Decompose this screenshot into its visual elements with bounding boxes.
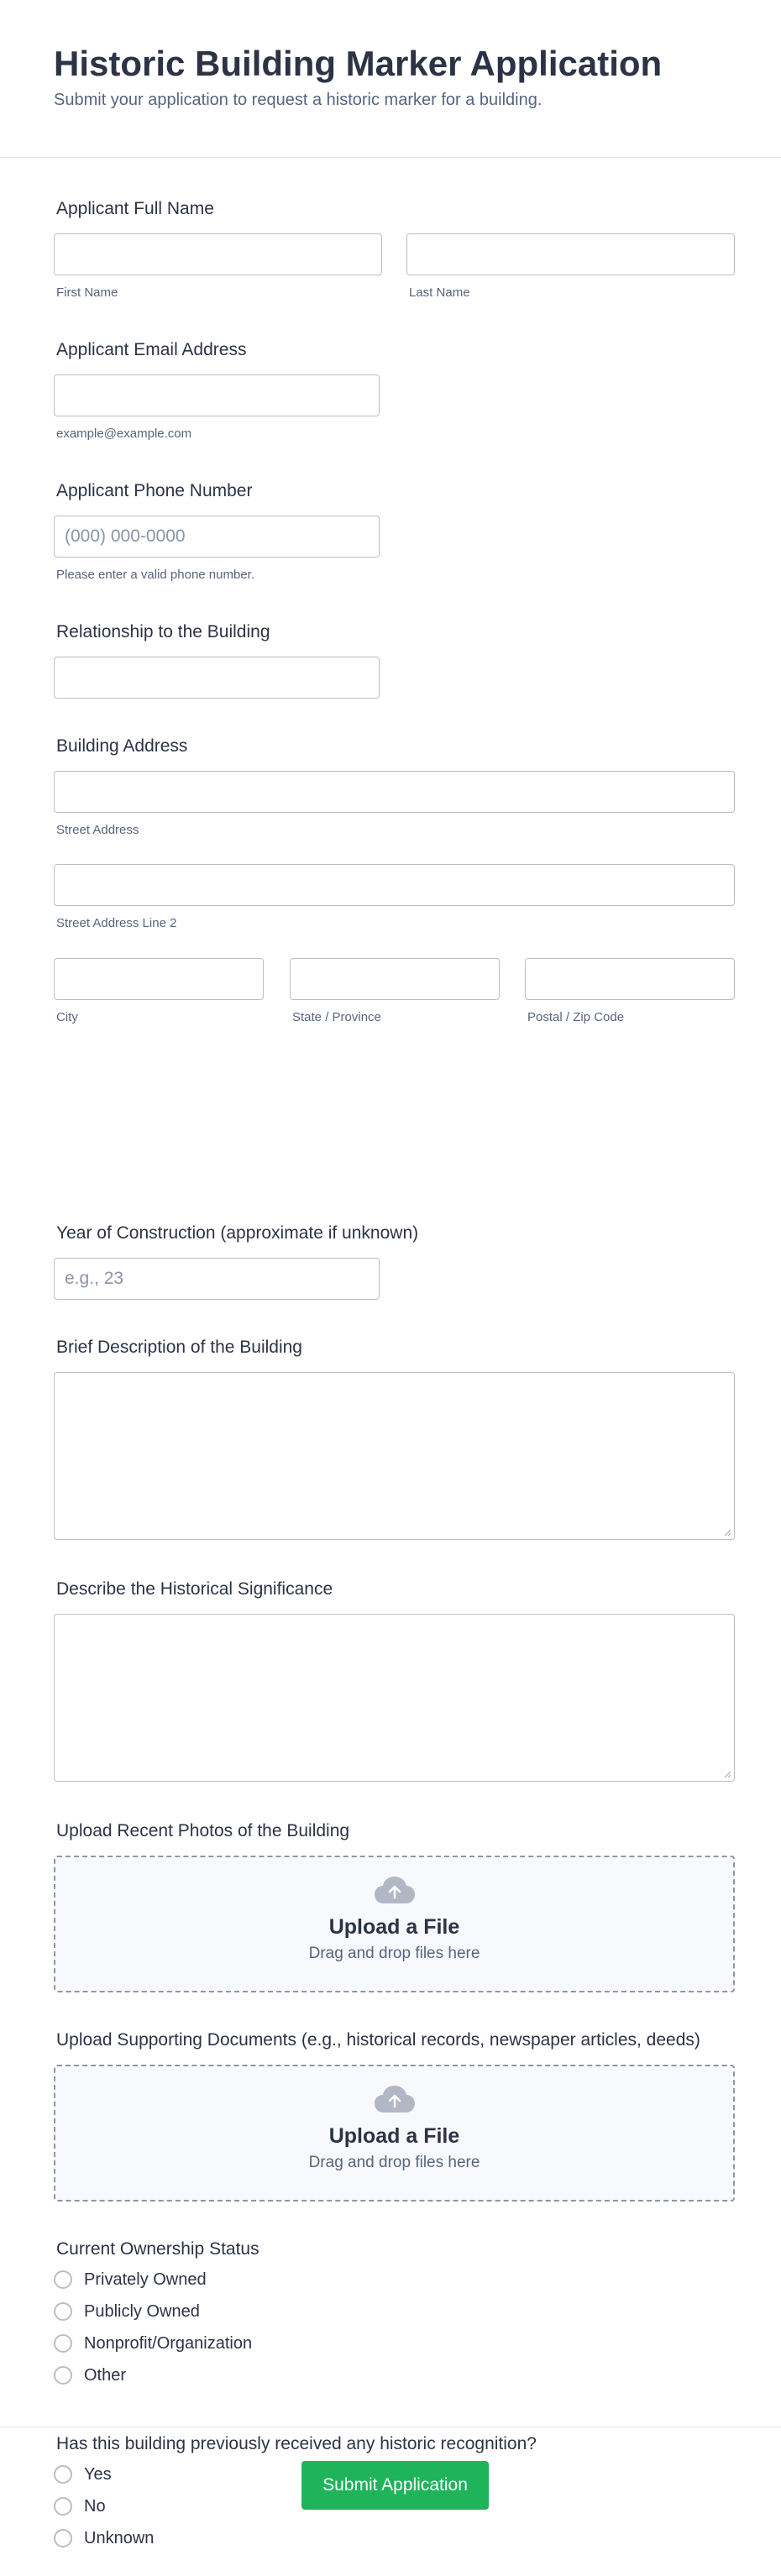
first-name-input[interactable]: [54, 233, 382, 275]
email-label: Applicant Email Address: [56, 340, 247, 359]
city-input[interactable]: [54, 958, 264, 1000]
phone-input[interactable]: (000) 000-0000: [54, 516, 380, 558]
email-input[interactable]: [54, 374, 380, 416]
radio-button[interactable]: [54, 2270, 72, 2289]
upload-hint: Drag and drop files here: [308, 2154, 480, 2171]
radio-label: Nonprofit/Organization: [84, 2333, 253, 2353]
first-name-sublabel: First Name: [56, 285, 118, 300]
radio-label: Unknown: [84, 2528, 155, 2547]
building-address-field: [54, 736, 735, 1024]
relationship-field: [54, 621, 735, 705]
phone-label: Applicant Phone Number: [56, 481, 253, 500]
form-header: [0, 0, 781, 158]
upload-title: Upload a File: [328, 1915, 460, 1939]
radio-button[interactable]: [54, 2334, 72, 2353]
ownership-label: Current Ownership Status: [56, 2239, 259, 2259]
year-field: [54, 1223, 735, 1306]
email-sublabel: example@example.com: [56, 427, 192, 441]
radio-button[interactable]: [54, 2302, 72, 2321]
last-name-input[interactable]: [406, 233, 735, 275]
last-name-sublabel: Last Name: [409, 285, 470, 300]
recognition-label: Has this building previously received any historic recognition?: [56, 2434, 537, 2453]
year-input[interactable]: e.g., 23: [54, 1258, 380, 1300]
city-sublabel: City: [56, 1010, 78, 1024]
significance-label: Describe the Historical Significance: [56, 1579, 333, 1599]
upload-cloud-icon: [374, 1876, 416, 1904]
ownership-field: [54, 2238, 735, 2406]
upload-hint: Drag and drop files here: [308, 1945, 480, 1962]
ownership-option[interactable]: [54, 2267, 207, 2292]
radio-label: Yes: [84, 2464, 112, 2484]
radio-label: No: [84, 2496, 106, 2516]
description-field: [54, 1337, 735, 1547]
zip-input[interactable]: [525, 958, 735, 1000]
upload-title: Upload a File: [328, 2124, 460, 2148]
full-name-field: [54, 198, 735, 299]
street-address-input[interactable]: [54, 771, 735, 813]
significance-field: [54, 1579, 735, 1788]
page-subtitle: Submit your application to request a historic marker for a building.: [54, 91, 543, 109]
documents-upload-field: [54, 2029, 735, 2206]
radio-label: Publicly Owned: [84, 2301, 200, 2321]
radio-button[interactable]: [54, 2366, 72, 2385]
documents-dropzone[interactable]: [54, 2065, 735, 2202]
page-title: Historic Building Marker Application: [54, 44, 663, 83]
resize-handle-icon[interactable]: [724, 1529, 731, 1536]
street-address-sublabel: Street Address: [56, 823, 139, 837]
photos-dropzone[interactable]: [54, 1856, 735, 1992]
year-label: Year of Construction (approximate if unknown): [56, 1223, 419, 1243]
street-address-line2-input[interactable]: [54, 864, 735, 906]
phone-sublabel: Please enter a valid phone number.: [56, 568, 254, 582]
address-label: Building Address: [56, 736, 188, 756]
email-field: [54, 339, 735, 440]
full-name-label: Applicant Full Name: [56, 199, 214, 218]
upload-cloud-icon: [374, 2085, 416, 2113]
street-address-line2-sublabel: Street Address Line 2: [56, 916, 177, 930]
description-label: Brief Description of the Building: [56, 1338, 302, 1357]
photos-upload-field: [54, 1820, 735, 1997]
significance-textarea[interactable]: [54, 1614, 735, 1782]
description-textarea[interactable]: [54, 1372, 735, 1540]
zip-sublabel: Postal / Zip Code: [527, 1010, 625, 1024]
documents-upload-label: Upload Supporting Documents (e.g., historical records, newspaper articles, deeds): [56, 2030, 700, 2050]
phone-field: [54, 480, 735, 581]
ownership-option[interactable]: [54, 2363, 126, 2388]
state-sublabel: State / Province: [292, 1010, 381, 1024]
radio-label: Privately Owned: [84, 2270, 207, 2289]
state-input[interactable]: [290, 958, 500, 1000]
relationship-input[interactable]: [54, 657, 380, 699]
relationship-label: Relationship to the Building: [56, 622, 270, 641]
resize-handle-icon[interactable]: [724, 1771, 731, 1778]
form-footer: [0, 2427, 781, 2554]
photos-upload-label: Upload Recent Photos of the Building: [56, 1821, 350, 1840]
submit-button[interactable]: Submit Application: [301, 2461, 489, 2510]
radio-label: Other: [84, 2365, 127, 2385]
ownership-option[interactable]: [54, 2331, 252, 2356]
ownership-option[interactable]: [54, 2299, 200, 2324]
